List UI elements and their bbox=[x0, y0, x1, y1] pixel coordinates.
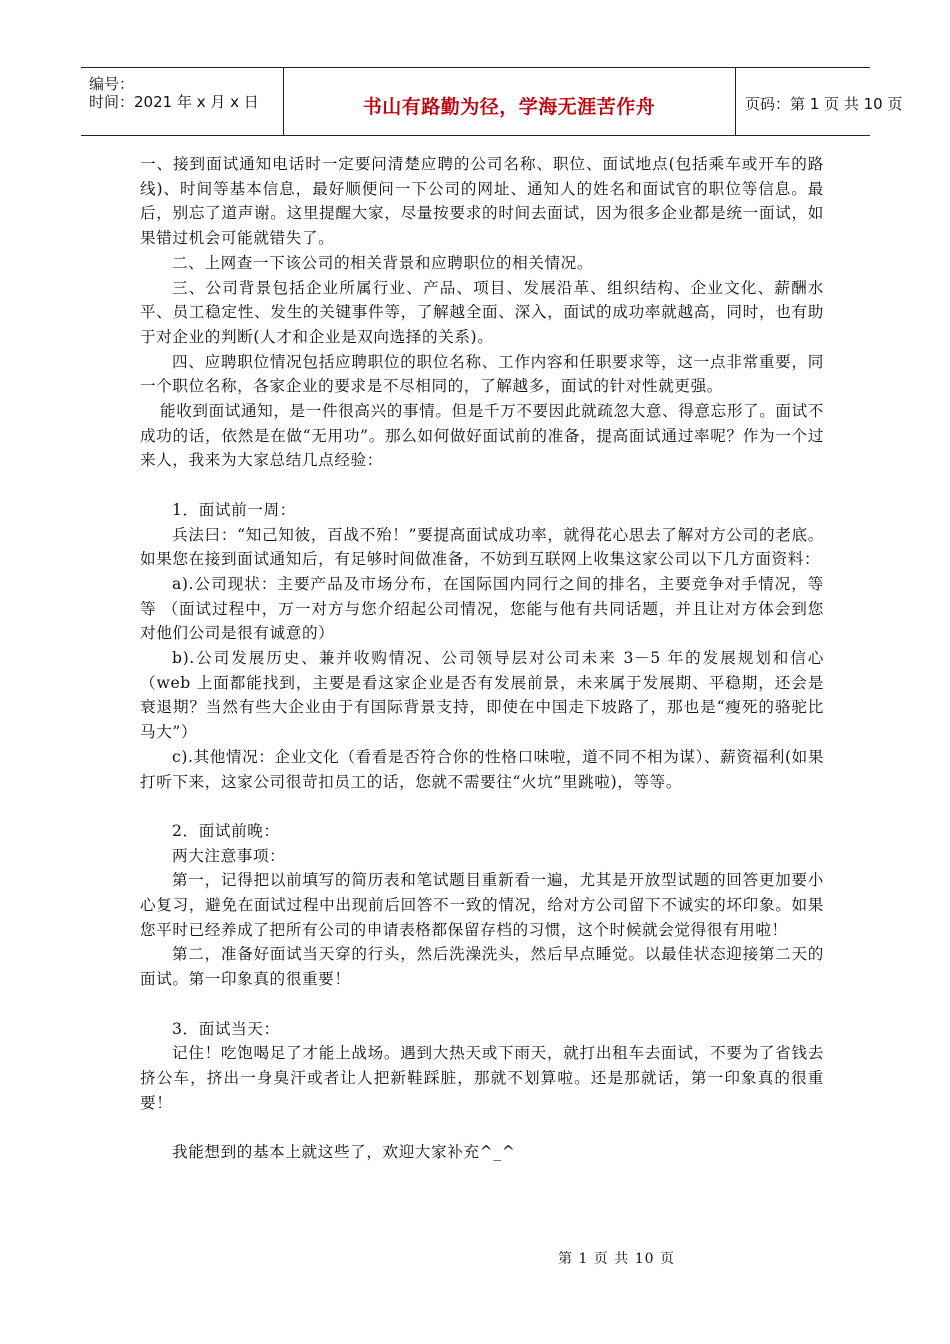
section-3-text: 记住！吃饱喝足了才能上战场。遇到大热天或下雨天，就打出租车去面试，不要为了省钱去挤公车，挤出一身臭汗或者让人把新鞋踩脏，那就不划算啦。还是那就话，第一印象真的很重要！ bbox=[140, 1044, 824, 1112]
section-1-item-b: b).公司发展历史、兼并收购情况、公司领导层对公司未来 3－5 年的发展规划和信心（web 上面都能找到，主要是看这家企业是否有发展前景，未来属于发展期、平稳期，还会是衰退期？当然有些大企业由于有国际背景支持，即使在中国走下坡路了，那也是“瘦死的骆驼比马大”） bbox=[140, 649, 824, 742]
section-2-subtitle: 两大注意事项： bbox=[172, 846, 286, 865]
document-date-label: 时间：2021 年 x 月 x 日 bbox=[89, 93, 259, 111]
header-page-number: 页码：第 1 页 共 10 页 bbox=[745, 95, 903, 113]
motto-text: 书山有路勤为径，学海无涯苦作舟 bbox=[362, 96, 656, 118]
section-1-title: 1．面试前一周： bbox=[172, 500, 296, 519]
section-1-item-c: c).其他情况：企业文化（看看是否符合你的性格口味啦，道不同不相为谋）、薪资福利(如果打听下来，这家公司很苛扣员工的话，您就不需要往“火坑”里跳啦)，等等。 bbox=[140, 747, 825, 791]
paragraph-2: 二、上网查一下该公司的相关背景和应聘职位的相关情况。 bbox=[172, 253, 594, 272]
document-header bbox=[81, 67, 903, 136]
header-motto-cell bbox=[283, 68, 736, 135]
paragraph-1: 一、接到面试通知电话时一定要问清楚应聘的公司名称、职位、面试地点(包括乘车或开车的路线)、时间等基本信息，最好顺便问一下公司的网址、通知人的姓名和面试官的职位等信息。最后，别忘了道声谢。这里提醒大家，尽量按要求的时间去面试，因为很多企业都是统一面试，如果错过机会可能就错失了。 bbox=[140, 155, 824, 248]
section-2-point-2: 第二，准备好面试当天穿的行头，然后洗澡洗头，然后早点睡觉。以最佳状态迎接第二天的面试。第一印象真的很重要！ bbox=[140, 945, 824, 989]
header-info-cell bbox=[81, 68, 284, 135]
section-1-intro: 兵法曰：“知己知彼，百战不殆！”要提高面试成功率，就得花心思去了解对方公司的老底。如果您在接到面试通知后，有足够时间做准备，不妨到互联网上收集这家公司以下几方面资料： bbox=[140, 525, 824, 569]
header-page-cell bbox=[735, 68, 903, 135]
section-1-item-a: a).公司现状：主要产品及市场分布，在国际国内同行之间的排名，主要竞争对手情况，等等 （面试过程中，万一对方与您介绍起公司情况，您能与他有共同话题，并且让对方体会到您对他们公司是很有诚意的） bbox=[140, 574, 824, 643]
paragraph-3: 三、公司背景包括企业所属行业、产品、项目、发展沿革、组织结构、企业文化、薪酬水平、员工稳定性、发生的关键事件等，了解越全面、深入，面试的成功率就越高，同时，也有助于对企业的判断(人才和企业是双向选择的关系)。 bbox=[140, 278, 824, 346]
document-body bbox=[140, 152, 824, 1165]
document-number-label: 编号： bbox=[89, 75, 135, 93]
section-3-title: 3．面试当天： bbox=[172, 1019, 280, 1038]
section-2-title: 2．面试前晚： bbox=[172, 821, 280, 840]
section-2-point-1: 第一，记得把以前填写的简历表和笔试题目重新看一遍，尤其是开放型试题的回答更加要小心复习，避免在面试过程中出现前后回答不一致的情况，给对方公司留下不诚实的坏印象。如果您平时已经养成了把所有公司的申请表格都保留存档的习惯，这个时候就会觉得很有用啦！ bbox=[140, 871, 824, 939]
closing-line: 我能想到的基本上就这些了，欢迎大家补充^_^ bbox=[172, 1143, 516, 1162]
paragraph-4: 四、应聘职位情况包括应聘职位的职位名称、工作内容和任职要求等，这一点非常重要，同一个职位名称，各家企业的要求是不尽相同的，了解越多，面试的针对性就更强。 bbox=[140, 352, 824, 396]
paragraph-5: 能收到面试通知，是一件很高兴的事情。但是千万不要因此就疏忽大意、得意忘形了。面试不成功的话，依然是在做“无用功”。那么如何做好面试前的准备，提高面试通过率呢？作为一个过来人，我来为大家总结几点经验： bbox=[140, 402, 824, 470]
page-footer: 第 1 页 共 10 页 bbox=[558, 1251, 675, 1267]
